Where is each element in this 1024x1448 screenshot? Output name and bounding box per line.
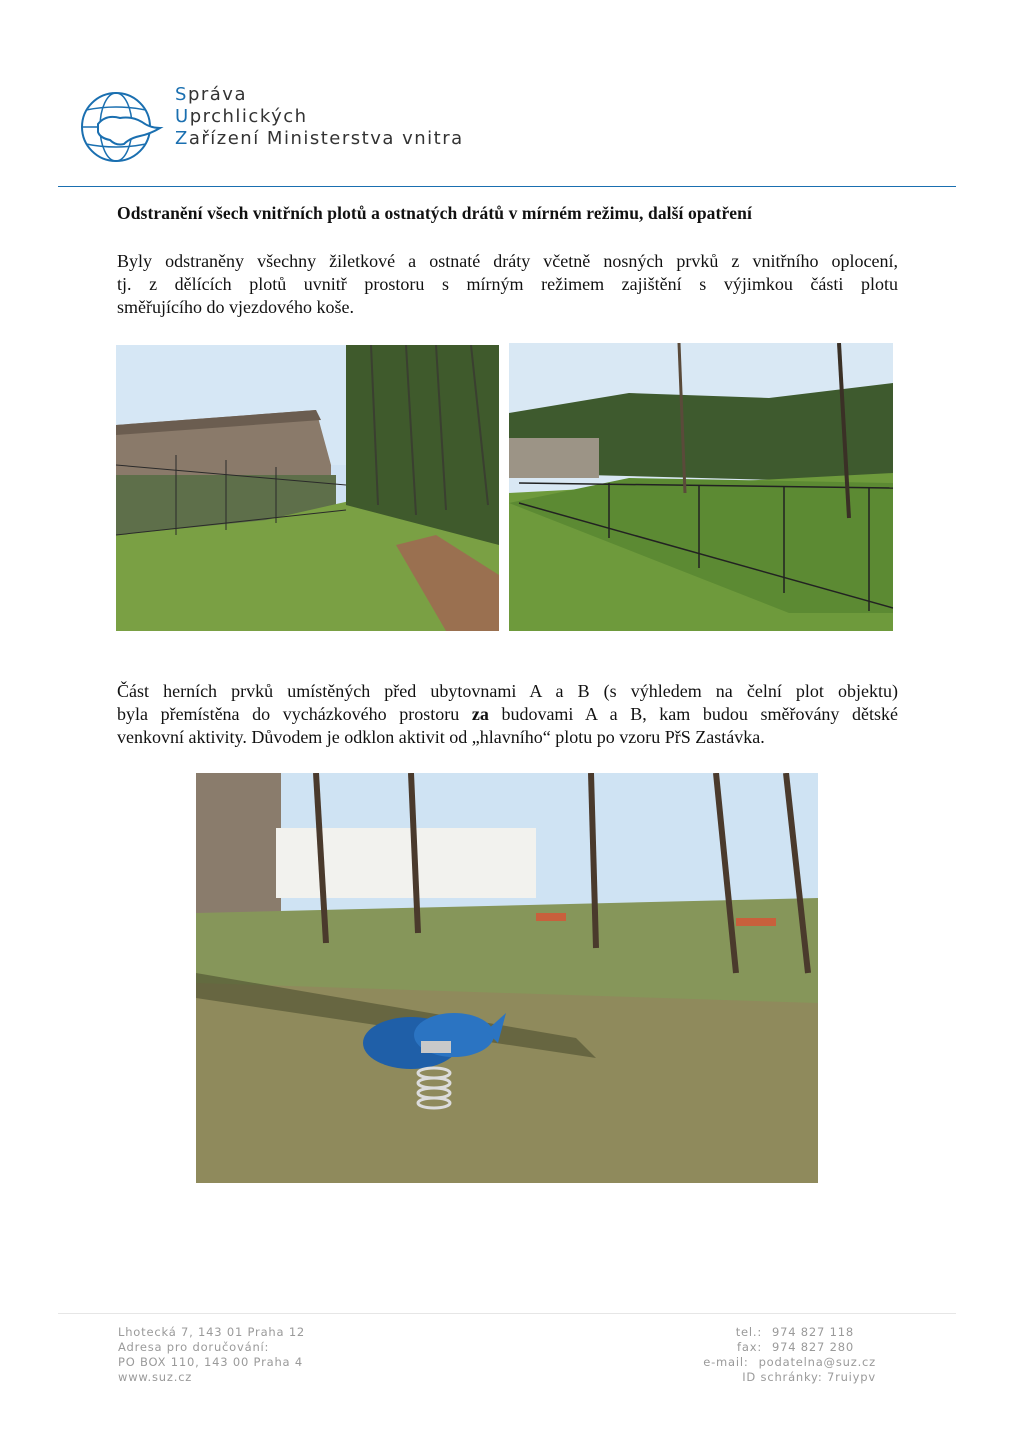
address-line: PO BOX 110, 143 00 Praha 4 — [118, 1355, 303, 1369]
org-initial: Z — [175, 128, 189, 149]
photo-fence-building — [116, 345, 499, 631]
paragraph-line: Část herních prvků umístěných před ubytovnami A a B (s výhledem na čelní plot objektu) — [117, 681, 898, 701]
email-link[interactable]: podatelna@suz.cz — [758, 1355, 876, 1369]
organization-name — [175, 84, 464, 150]
fax-value: 974 827 280 — [772, 1340, 854, 1354]
paragraph-line: Byly odstraněny všechny žiletkové a ostnaté dráty včetně nosných prvků z vnitřního oplocení, — [117, 251, 898, 271]
paragraph-line: venkovní aktivity. Důvodem je odklon aktivit od „hlavního“ plotu po vzoru PřS Zastávka. — [117, 727, 765, 747]
address-line: Lhotecká 7, 143 01 Praha 12 — [118, 1325, 306, 1339]
logo-globe-icon — [76, 88, 164, 166]
tel-label: tel.: — [735, 1325, 762, 1339]
footer-address — [118, 1325, 305, 1385]
paragraph-line — [117, 703, 898, 726]
paragraph-text: byla přemístěna do vycházkového prostoru — [117, 704, 472, 724]
paragraph-fences-removed — [117, 250, 898, 319]
email-label: e-mail: — [703, 1355, 749, 1369]
org-word: prchlických — [189, 106, 308, 127]
paragraph-play-elements — [117, 680, 898, 749]
paragraph-line: tj. z dělících plotů uvnitř prostoru s mírným režimem zajištění s výjimkou části plotu — [117, 274, 898, 294]
photo-fence-courtyard — [509, 343, 893, 631]
photo-playground-dolphin — [196, 773, 818, 1183]
org-initial: U — [175, 106, 190, 127]
databox-id: ID schránky: 7ruiypv — [742, 1370, 876, 1384]
footer-divider — [58, 1313, 956, 1314]
page-title: Odstranění všech vnitřních plotů a ostnatých drátů v mírném režimu, další opatření — [117, 203, 752, 223]
tel-value: 974 827 118 — [772, 1325, 854, 1339]
header-divider — [58, 186, 956, 187]
website-link[interactable]: www.suz.cz — [118, 1370, 193, 1384]
address-line: Adresa pro doručování: — [118, 1340, 270, 1354]
org-initial: S — [175, 84, 188, 105]
paragraph-text: budovami A a B, kam budou směřovány dětské — [488, 704, 899, 724]
org-word: ařízení Ministerstva vnitra — [188, 128, 464, 149]
org-word: práva — [187, 84, 247, 105]
footer-contacts — [700, 1325, 876, 1385]
emphasis-text: za — [471, 704, 489, 724]
fax-label: fax: — [737, 1340, 762, 1354]
paragraph-line: směřujícího do vjezdového koše. — [117, 297, 354, 317]
